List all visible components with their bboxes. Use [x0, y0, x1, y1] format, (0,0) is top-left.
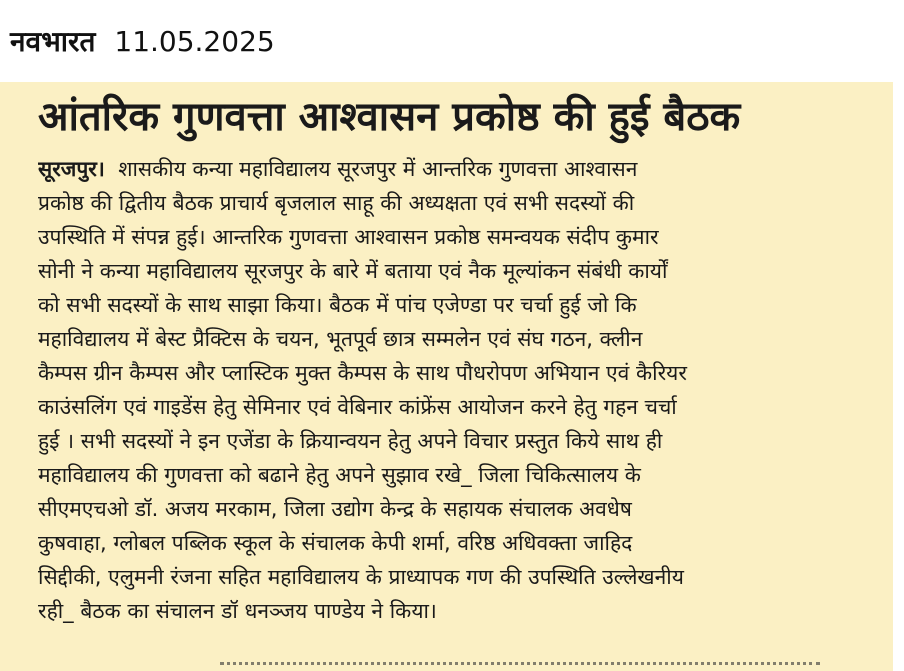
- newspaper-masthead: [10, 22, 275, 62]
- article-line-text: शासकीय कन्या महाविद्यालय सूरजपुर में आन्तरिक गुणवत्ता आश्वासन: [118, 157, 638, 181]
- article-line: कैम्पस ग्रीन कैम्पस और प्लास्टिक मुक्त कैम्पस के साथ पौधरोपण अभियान एवं कैरियर: [38, 361, 687, 385]
- article-dateline: सूरजपुर।: [38, 157, 105, 181]
- article-line: महाविद्यालय में बेस्ट प्रैक्टिस के चयन, भूतपूर्व छात्र सम्मलेन एवं संघ गठन, क्लीन: [38, 327, 643, 351]
- article-line: हुई । सभी सदस्यों ने इन एजेंडा के क्रियान्वयन हेतु अपने विचार प्रस्तुत किये साथ ही: [38, 429, 663, 453]
- article-line: सोनी ने कन्या महाविद्यालय सूरजपुर के बारे में बताया एवं नैक मूल्यांकन संबंधी कार्यों: [38, 259, 668, 283]
- article-line: काउंसलिंग एवं गाइडेंस हेतु सेमिनार एवं वेबिनार कांफ्रेंस आयोजन करने हेतु गहन चर्चा: [38, 395, 677, 419]
- newspaper-name: नवभारत: [10, 25, 96, 58]
- article-line: [38, 152, 880, 186]
- article-line: सीएमएचओ डॉ. अजय मरकाम, जिला उद्योग केन्द्र के सहायक संचालक अवधेष: [38, 497, 632, 521]
- article-line: सिद्दीकी, एलुमनी रंजना सहित महाविद्यालय के प्राध्यापक गण की उपस्थिति उल्लेखनीय: [38, 565, 684, 589]
- next-article-cut-edge: [220, 662, 820, 671]
- article-line: कुषवाहा, ग्लोबल पब्लिक स्कूल के संचालक केपी शर्मा, वरिष्ठ अधिवक्ता जाहिद: [38, 531, 633, 555]
- article-line: महाविद्यालय की गुणवत्ता को बढाने हेतु अपने सुझाव रखे_ जिला चिकित्सालय के: [38, 463, 641, 487]
- article-line: प्रकोष्ठ की द्वितीय बैठक प्राचार्य बृजलाल साहू की अध्यक्षता एवं सभी सदस्यों की: [38, 191, 635, 215]
- article-line: रही_ बैठक का संचालन डॉ धनञ्जय पाण्डेय ने किया।: [38, 599, 437, 623]
- article-headline: आंतरिक गुणवत्ता आश्वासन प्रकोष्ठ की हुई बैठक: [38, 94, 741, 140]
- news-clipping: [0, 82, 893, 671]
- article-line: उपस्थिति में संपन्न हुई। आन्तरिक गुणवत्ता आश्वासन प्रकोष्ठ समन्वयक संदीप कुमार: [38, 225, 659, 249]
- publication-date: 11.05.2025: [114, 25, 275, 58]
- article-body: [38, 152, 880, 628]
- article-line: को सभी सदस्यों के साथ साझा किया। बैठक में पांच एजेण्डा पर चर्चा हुई जो कि: [38, 293, 637, 317]
